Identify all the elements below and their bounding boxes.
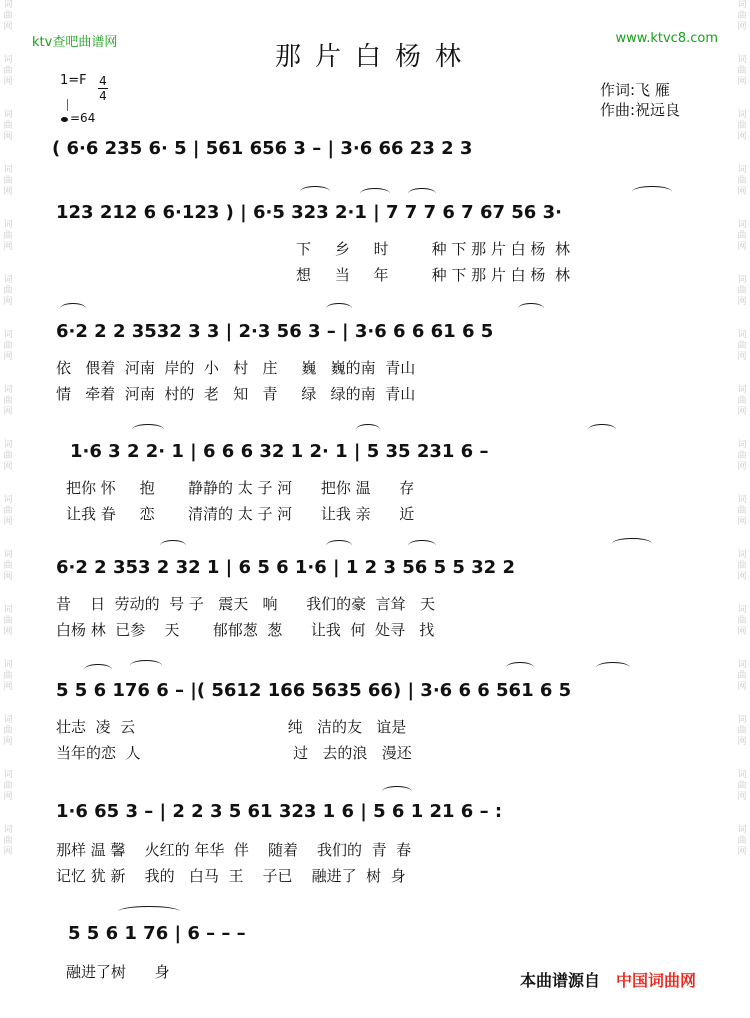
source-site-link[interactable]: 中国词曲网 — [616, 971, 697, 990]
watermark-text: 词 曲 网 — [3, 0, 13, 32]
watermark-right — [735, 0, 749, 1018]
key-signature — [60, 73, 107, 103]
watermark-text: 词 曲 网 — [737, 660, 747, 692]
watermark-text: 词 曲 网 — [3, 825, 13, 857]
watermark-text: 词 曲 网 — [737, 825, 747, 857]
watermark-text: 词 曲 网 — [737, 550, 747, 582]
time-bottom: 4 — [99, 89, 107, 103]
lyricist: 作词:飞 雁 — [600, 81, 670, 99]
lyrics-line-2-verse-1: 下 乡 时 种 下 那 片 白 杨 林 — [296, 240, 570, 258]
slur — [356, 424, 380, 435]
slur — [382, 786, 412, 797]
time-signature — [98, 74, 108, 103]
slur — [612, 538, 652, 549]
lyrics-line-4-verse-2: 让我 眷 恋 清清的 太 子 河 让我 亲 近 — [66, 505, 415, 523]
notes-line-5: 6·2 2 353 2 32 1 | 6 5 6 1·6 | 1 2 3 56 5 5 32 2 — [56, 557, 515, 578]
slur — [632, 186, 672, 197]
notes-line-1: ( 6·6 235 6· 5 | 561 656 3 – | 3·6 66 23 2 3 — [52, 138, 473, 159]
watermark-text: 词 曲 网 — [3, 110, 13, 142]
quarter-note-icon — [61, 117, 68, 122]
slur — [84, 664, 112, 675]
watermark-text: 词 曲 网 — [3, 605, 13, 637]
watermark-text: 词 曲 网 — [737, 275, 747, 307]
watermark-text: 词 曲 网 — [3, 330, 13, 362]
slur — [326, 303, 352, 314]
site-url-right: www.ktvc8.com — [615, 31, 718, 46]
lyrics-line-3-verse-2: 情 牵着 河南 村的 老 知 青 绿 绿的南 青山 — [56, 385, 416, 403]
lyrics-line-2-verse-2: 想 当 年 种 下 那 片 白 杨 林 — [296, 266, 570, 284]
watermark-text: 词 曲 网 — [3, 220, 13, 252]
slur — [596, 662, 630, 673]
notes-line-6: 5 5 6 176 6 – |( 5612 166 5635 66) | 3·6 6 6 561 6 5 — [56, 680, 572, 701]
composer: 作曲:祝远良 — [600, 101, 681, 119]
notes-line-2: 123 212 6 6·123 ) | 6·5 323 2·1 | 7 7 7 6 7 67 56 3· — [56, 202, 562, 223]
notes-line-3: 6·2 2 2 3532 3 3 | 2·3 56 3 – | 3·6 6 6 61 6 5 — [56, 321, 494, 342]
slur — [326, 540, 352, 551]
watermark-text: 词 曲 网 — [3, 165, 13, 197]
key-label: 1=F — [60, 73, 87, 88]
time-top: 4 — [99, 74, 107, 88]
lyrics-line-6-verse-1: 壮志 凌 云 纯 洁的友 谊是 — [56, 718, 407, 736]
slur — [518, 303, 544, 314]
slur — [132, 424, 164, 435]
notes-line-8: 5 5 6 1 76 | 6 – – – — [68, 923, 246, 944]
watermark-text: 词 曲 网 — [737, 770, 747, 802]
watermark-text: 词 曲 网 — [3, 275, 13, 307]
slur — [408, 188, 436, 199]
slur — [118, 906, 180, 917]
lyrics-line-6-verse-2: 当年的恋 人 过 去的浪 漫还 — [56, 744, 412, 762]
tempo-stem — [67, 99, 68, 111]
lyrics-line-5-verse-1: 昔 日 劳动的 号 子 震天 响 我们的豪 言耸 天 — [56, 595, 435, 613]
notes-line-7: 1·6 65 3 – | 2 2 3 5 61 323 1 6 | 5 6 1 21 6 – : — [56, 801, 503, 822]
credits — [600, 80, 680, 120]
slur — [300, 186, 330, 197]
watermark-left — [1, 0, 15, 1018]
slur — [408, 540, 436, 551]
lyrics-line-5-verse-2: 白杨 林 已参 天 郁郁葱 葱 让我 何 处寻 找 — [56, 621, 435, 639]
slur — [360, 188, 390, 199]
tempo-mark — [61, 111, 95, 125]
watermark-text: 词 曲 网 — [3, 385, 13, 417]
watermark-text: 词 曲 网 — [737, 715, 747, 747]
slur — [160, 540, 186, 551]
watermark-text: 词 曲 网 — [3, 660, 13, 692]
lyrics-line-4-verse-1: 把你 怀 抱 静静的 太 子 河 把你 温 存 — [66, 479, 415, 497]
watermark-text: 词 曲 网 — [737, 385, 747, 417]
site-name-left: ktv查吧曲谱网 — [32, 35, 118, 50]
watermark-text: 词 曲 网 — [737, 165, 747, 197]
watermark-text: 词 曲 网 — [737, 220, 747, 252]
source-credit — [520, 968, 696, 991]
watermark-text: 词 曲 网 — [3, 715, 13, 747]
watermark-text: 词 曲 网 — [737, 495, 747, 527]
slur — [60, 303, 86, 314]
watermark-text: 词 曲 网 — [3, 550, 13, 582]
slur — [588, 424, 616, 435]
watermark-text: 词 曲 网 — [3, 770, 13, 802]
lyrics-line-8-verse-1: 融进了树 身 — [66, 963, 170, 981]
page-title: 那片白杨林 — [274, 42, 475, 72]
watermark-text: 词 曲 网 — [737, 55, 747, 87]
watermark-text: 词 曲 网 — [3, 495, 13, 527]
watermark-text: 词 曲 网 — [3, 55, 13, 87]
watermark-text: 词 曲 网 — [737, 0, 747, 32]
slur — [130, 660, 162, 671]
watermark-text: 词 曲 网 — [737, 110, 747, 142]
lyrics-line-7-verse-1: 那样 温 馨 火红的 年华 伴 随着 我们的 青 春 — [56, 841, 412, 859]
source-label: 本曲谱源自 — [520, 971, 601, 990]
watermark-text: 词 曲 网 — [737, 330, 747, 362]
lyrics-line-3-verse-1: 依 偎着 河南 岸的 小 村 庄 巍 巍的南 青山 — [56, 359, 416, 377]
watermark-text: 词 曲 网 — [3, 440, 13, 472]
lyrics-line-7-verse-2: 记忆 犹 新 我的 白马 王 子已 融进了 树 身 — [56, 867, 406, 885]
notes-line-4: 1·6 3 2 2· 1 | 6 6 6 32 1 2· 1 | 5 35 231 6 – — [70, 441, 489, 462]
watermark-text: 词 曲 网 — [737, 440, 747, 472]
slur — [506, 662, 534, 673]
watermark-text: 词 曲 网 — [737, 605, 747, 637]
tempo-value: =64 — [70, 111, 96, 125]
